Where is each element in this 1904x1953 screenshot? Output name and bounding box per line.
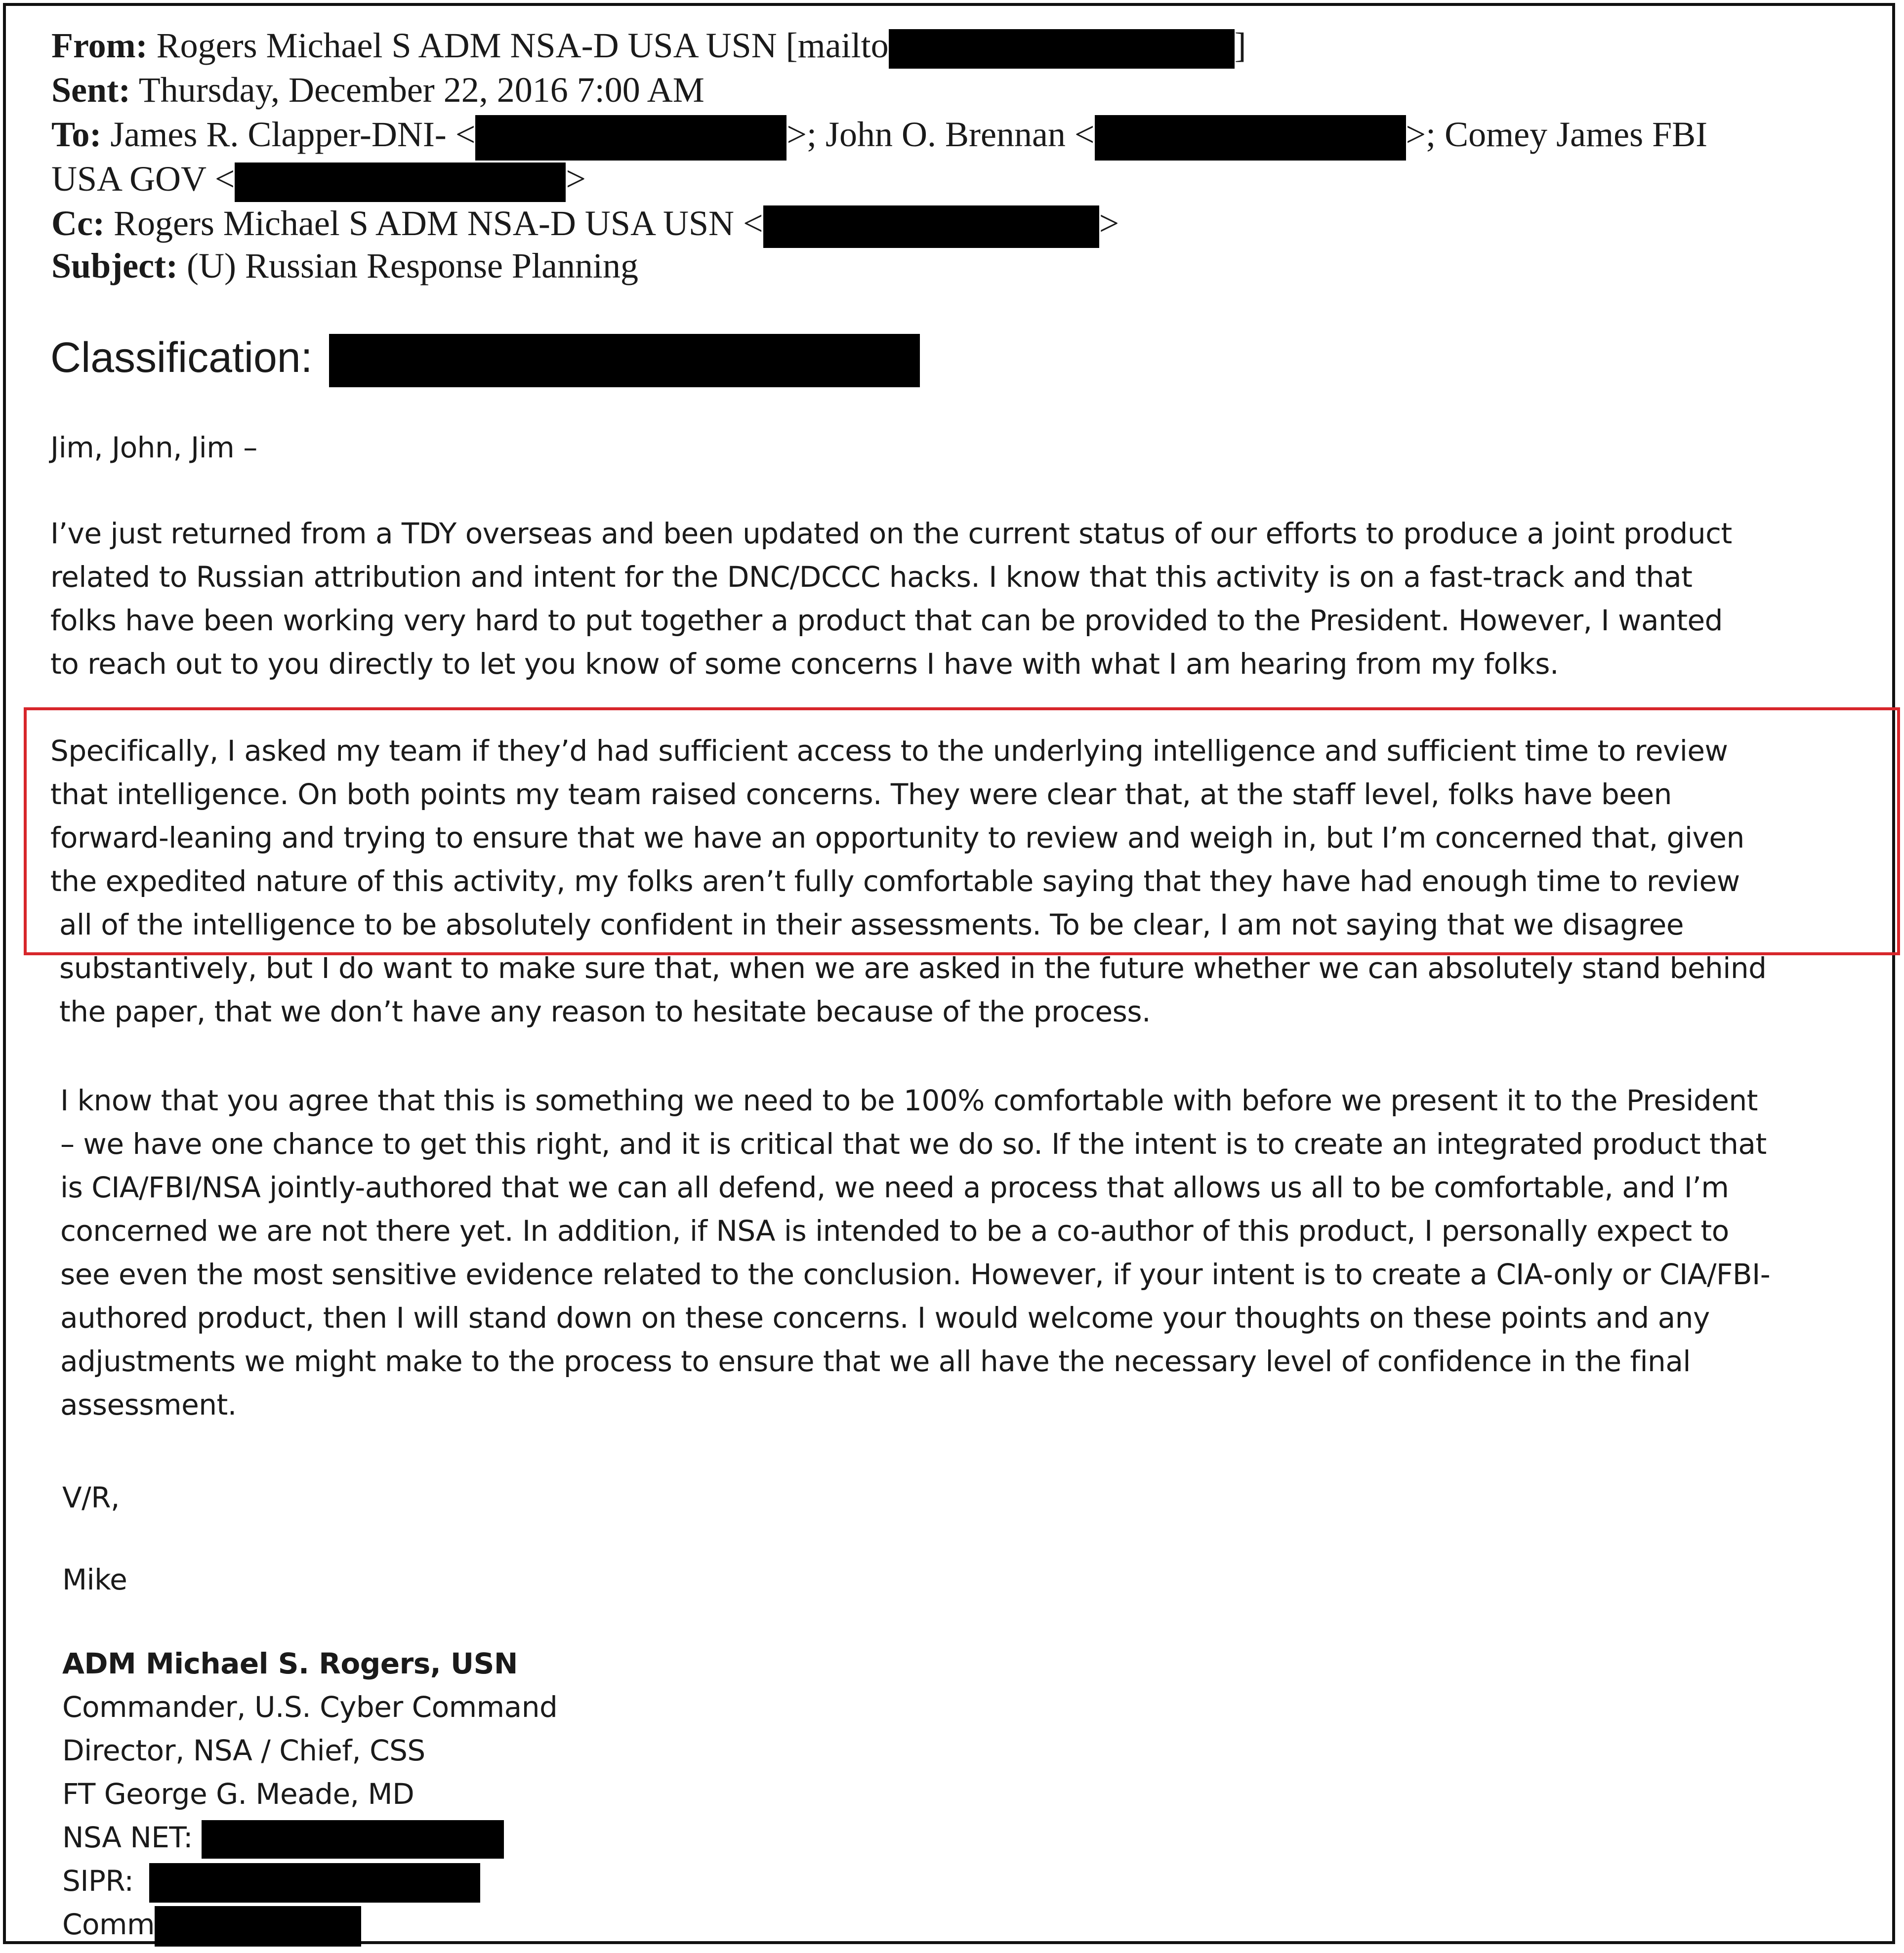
- signature-line: Commander, U.S. Cyber Command: [62, 1690, 558, 1724]
- paragraph-3: [60, 1079, 1770, 1426]
- signature-block: [62, 1642, 557, 1946]
- classification-label: Classification:: [50, 334, 313, 381]
- paragraph-1: [50, 512, 1732, 686]
- paragraph-2-line: forward-leaning and trying to ensure that we have an opportunity to review and weigh in, but I’m concerned that, given: [50, 821, 1744, 854]
- redacted-sipr: [149, 1863, 480, 1903]
- redacted-email-to-1: [475, 115, 786, 161]
- paragraph-3-line: concerned we are not there yet. In addition, if NSA is intended to be a co-author of this product, I personally expect to: [60, 1214, 1729, 1248]
- to-text-3: >; Comey James FBI: [1406, 115, 1708, 154]
- paragraph-3-line: see even the most sensitive evidence related to the conclusion. However, if your intent is to create a CIA-only or CIA/FBI-: [60, 1258, 1771, 1291]
- redacted-classification: [329, 334, 920, 387]
- paragraph-3-line: – we have one chance to get this right, and it is critical that we do so. If the intent is to create an integrated product that: [60, 1127, 1767, 1161]
- paragraph-3-line: adjustments we might make to the process to ensure that we all have the necessary level of confidence in the final: [60, 1344, 1691, 1378]
- paragraph-2-line: the paper, that we don’t have any reason to hesitate because of the process.: [59, 995, 1151, 1028]
- signature-line: FT George G. Meade, MD: [62, 1777, 414, 1811]
- paragraph-2-line: Specifically, I asked my team if they’d had sufficient access to the underlying intelligence and sufficient time to review: [50, 734, 1728, 768]
- paragraph-2-line: that intelligence. On both points my team raised concerns. They were clear that, at the staff level, folks have been: [50, 777, 1672, 811]
- sent-label: Sent:: [51, 70, 130, 110]
- sender-first-name: Mike: [62, 1563, 127, 1596]
- subject-text: (U) Russian Response Planning: [186, 246, 638, 285]
- nsa-net-line: [62, 1816, 557, 1859]
- paragraph-1-line: to reach out to you directly to let you know of some concerns I have with what I am hearing from my folks.: [50, 647, 1559, 681]
- cc-text: Rogers Michael S ADM NSA-D USA USN <: [113, 203, 763, 243]
- to-line: [51, 113, 1707, 161]
- redacted-email-from: [889, 29, 1235, 69]
- to-line2-text: USA GOV <: [51, 159, 235, 199]
- subject-label: Subject:: [51, 246, 178, 285]
- cc-tail: >: [1099, 203, 1119, 243]
- cc-line: [51, 202, 1119, 248]
- comm-line: [62, 1903, 557, 1946]
- from-line: [51, 24, 1246, 69]
- classification-line: [50, 328, 920, 387]
- to-text-2: >; John O. Brennan <: [786, 115, 1095, 154]
- signature-line: Director, NSA / Chief, CSS: [62, 1734, 425, 1767]
- paragraph-2-line: substantively, but I do want to make sure that, when we are asked in the future whether we can absolutely stand behind: [59, 951, 1767, 985]
- paragraph-3-line: authored product, then I will stand down on these concerns. I would welcome your thoughts on these points and any: [60, 1301, 1710, 1335]
- from-text: Rogers Michael S ADM NSA-D USA USN [mailto: [156, 26, 889, 65]
- paragraph-1-line: related to Russian attribution and intent for the DNC/DCCC hacks. I know that this activity is on a fast-track and that: [50, 560, 1693, 594]
- cc-label: Cc:: [51, 203, 105, 243]
- redacted-email-to-2: [1095, 115, 1406, 161]
- subject-line: [51, 244, 638, 287]
- paragraph-2-line: all of the intelligence to be absolutely confident in their assessments. To be clear, I am not saying that we disagree: [59, 908, 1684, 941]
- paragraph-2-line: the expedited nature of this activity, my folks aren’t fully comfortable saying that they have had enough time to review: [50, 864, 1740, 898]
- to-line-2: [51, 157, 586, 202]
- redacted-comm: [155, 1906, 361, 1947]
- sent-line: [51, 68, 704, 112]
- paragraph-1-line: I’ve just returned from a TDY overseas and been updated on the current status of our efforts to produce a joint product: [50, 517, 1732, 550]
- from-tail: ]: [1234, 26, 1246, 65]
- sipr-line: [62, 1859, 557, 1903]
- closing: V/R,: [62, 1481, 120, 1514]
- redacted-nsa-net: [202, 1820, 504, 1859]
- paragraph-1-line: folks have been working very hard to put together a product that can be provided to the President. However, I wanted: [50, 604, 1723, 637]
- to-line2-tail: >: [566, 159, 586, 199]
- comm-label: Comm: [62, 1908, 155, 1941]
- nsa-net-label: NSA NET:: [62, 1821, 193, 1854]
- sipr-label: SIPR:: [62, 1864, 134, 1898]
- to-text-1: James R. Clapper-DNI- <: [110, 115, 476, 154]
- sent-text: Thursday, December 22, 2016 7:00 AM: [138, 70, 704, 110]
- signature-name: ADM Michael S. Rogers, USN: [62, 1647, 518, 1680]
- paragraph-3-line: is CIA/FBI/NSA jointly-authored that we can all defend, we need a process that allows us all to be comfortable, and I’m: [60, 1171, 1729, 1204]
- to-label: To:: [51, 115, 102, 154]
- redacted-email-cc: [763, 205, 1099, 248]
- greeting: Jim, John, Jim –: [50, 431, 257, 464]
- redacted-email-to-3: [235, 163, 566, 202]
- paragraph-3-line: assessment.: [60, 1388, 237, 1422]
- from-label: From:: [51, 26, 148, 65]
- highlight-box: [24, 707, 1900, 955]
- paragraph-3-line: I know that you agree that this is something we need to be 100% comfortable with before we present it to the President: [60, 1084, 1758, 1117]
